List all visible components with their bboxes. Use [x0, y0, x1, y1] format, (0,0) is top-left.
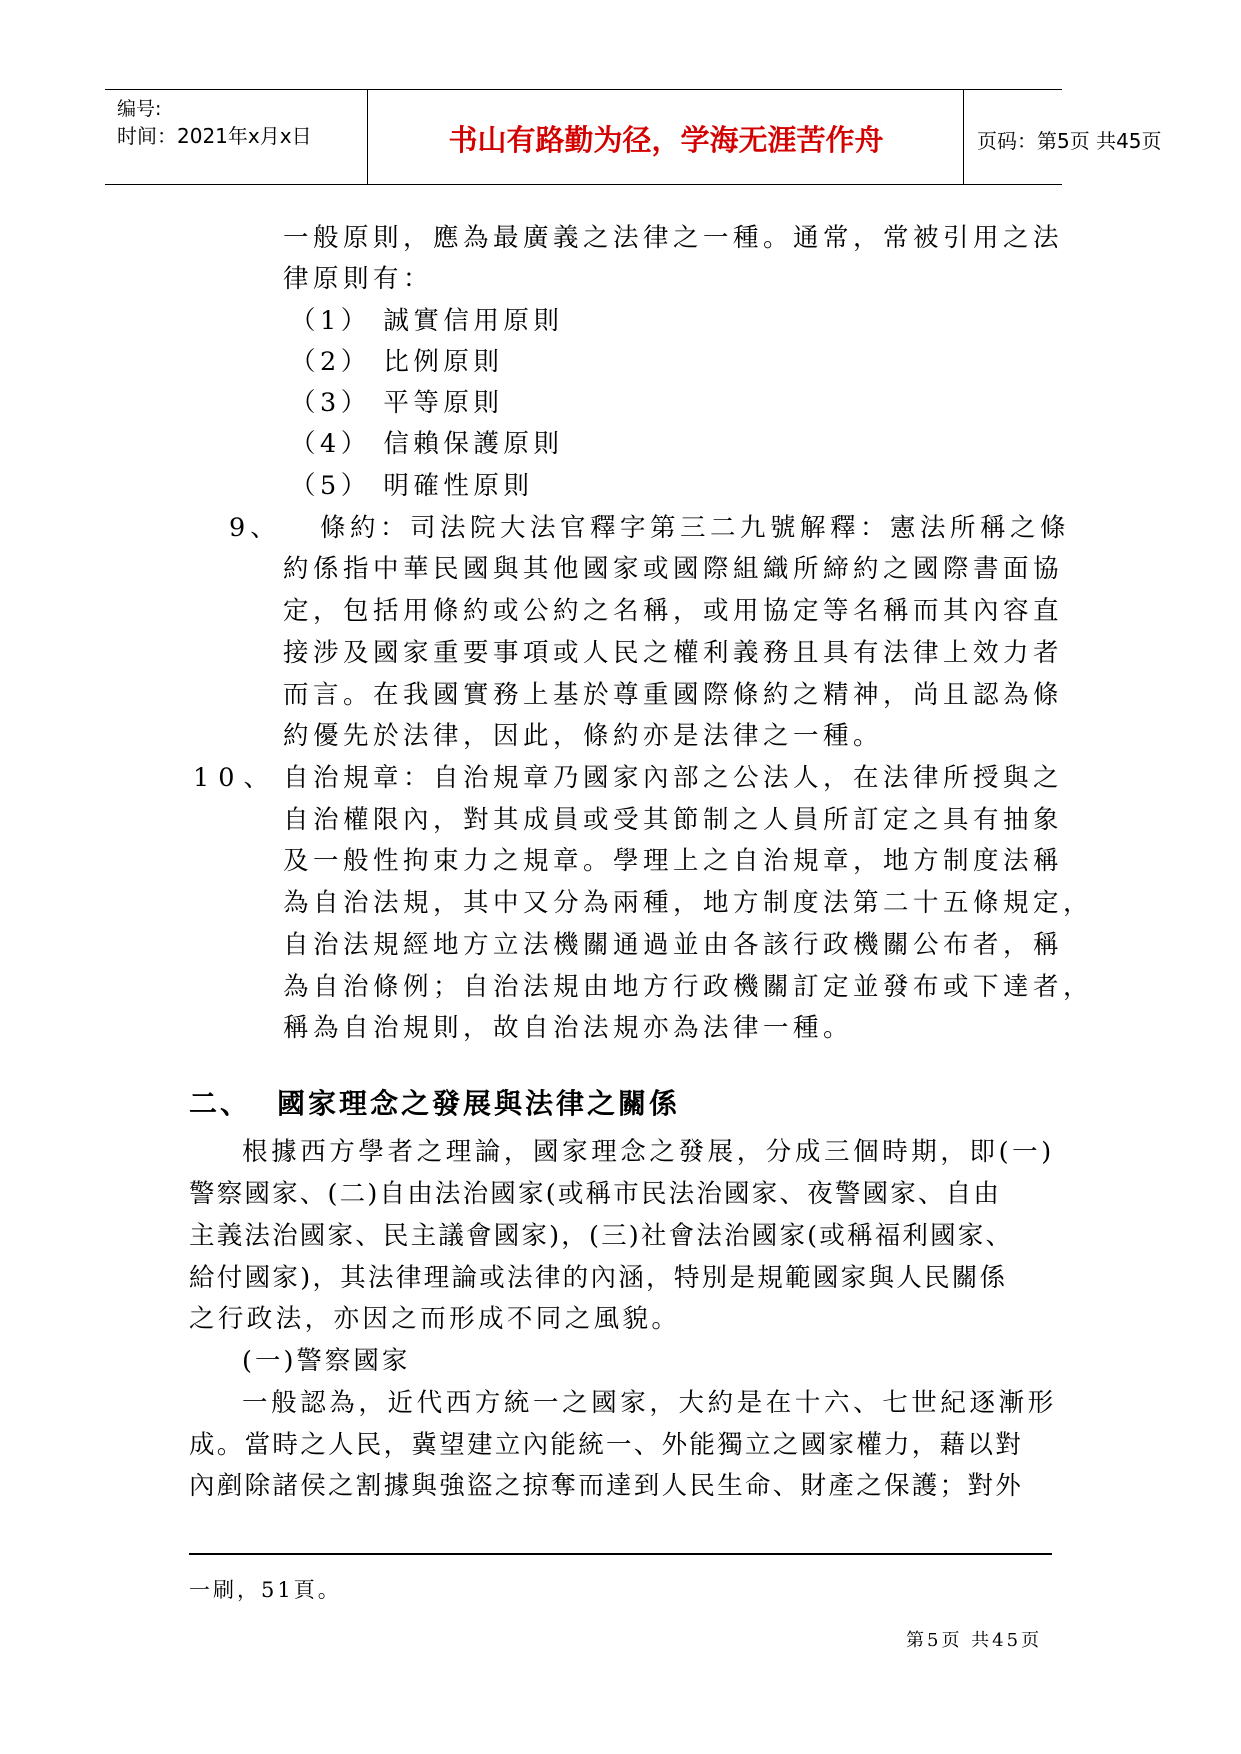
paragraph-1-line: 給付國家)，其法律理論或法律的內涵，特別是規範國家與人民關係	[189, 1263, 1008, 1293]
paragraph-1-line: 警察國家、(二)自由法治國家(或稱市民法治國家、夜警國家、自由	[189, 1179, 1002, 1209]
principle-item: （2） 比例原則	[290, 347, 504, 377]
paragraph-2-line: 一般認為，近代西方統一之國家，大約是在十六、七世紀逐漸形	[242, 1388, 1057, 1418]
header-page-cell	[965, 90, 1162, 184]
number-label: 编号:	[117, 98, 162, 120]
footnote-divider	[189, 1553, 1052, 1555]
item-9-line: 接涉及國家重要事項或人民之權利義務且具有法律上效力者	[283, 638, 1064, 668]
item-9-number: 9、	[229, 513, 281, 543]
header-info-cell	[105, 90, 368, 184]
header-page-number: 页码：第5页 共45页	[977, 129, 1162, 153]
item-10-number: 10、	[193, 763, 278, 793]
paragraph-1-line: 之行政法，亦因之而形成不同之風貌。	[189, 1304, 681, 1334]
item-10-line: 及一般性拘束力之規章。學理上之自治規章，地方制度法稱	[283, 846, 1064, 876]
item-9-line: 約優先於法律，因此，條約亦是法律之一種。	[283, 721, 884, 751]
subheading: (一)警察國家	[242, 1346, 411, 1376]
principle-item: （1） 誠實信用原則	[290, 306, 564, 336]
paragraph-2-line: 成。當時之人民，冀望建立內能統一、外能獨立之國家權力，藉以對	[189, 1430, 1024, 1460]
paragraph-2-line: 內剷除諸侯之割據與強盜之掠奪而達到人民生命、財產之保護；對外	[189, 1471, 1024, 1501]
paragraph-1-line: 根據西方學者之理論，國家理念之發展，分成三個時期，即(一)	[242, 1137, 1055, 1167]
principle-item: （4） 信賴保護原則	[290, 429, 564, 459]
intro-line-2: 律原則有：	[283, 264, 434, 294]
header-motto: 书山有路勤为径，学海无涯苦作舟	[448, 123, 884, 157]
page-header	[105, 89, 1162, 185]
section-number: 二、	[189, 1087, 252, 1120]
page-footer: 第5页 共45页	[906, 1630, 1043, 1651]
section-title: 國家理念之發展與法律之關係	[277, 1087, 681, 1120]
item-9-line: 而言。在我國實務上基於尊重國際條約之精神，尚且認為條	[283, 680, 1064, 710]
item-10-line: 為自治法規，其中又分為兩種，地方制度法第二十五條規定，	[283, 888, 1094, 918]
item-10-line: 自治權限內，對其成員或受其節制之人員所訂定之具有抽象	[283, 805, 1064, 835]
header-motto-cell	[369, 90, 964, 184]
item-10-line: 稱為自治規則，故自治法規亦為法律一種。	[283, 1013, 854, 1043]
principle-item: （5） 明確性原則	[290, 471, 534, 501]
footnote: 一刷，51頁。	[189, 1578, 342, 1602]
paragraph-1-line: 主義法治國家、民主議會國家)，(三)社會法治國家(或稱福利國家、	[189, 1221, 1014, 1251]
header-time: 时间：2021年x月x日	[117, 124, 312, 148]
item-10-line: 自治規章：自治規章乃國家內部之公法人，在法律所授與之	[283, 763, 1064, 793]
item-10-line: 為自治條例；自治法規由地方行政機關訂定並發布或下達者，	[283, 972, 1094, 1002]
item-9-line: 條約：司法院大法官釋字第三二九號解釋：憲法所稱之條	[320, 513, 1071, 543]
item-10-line: 自治法規經地方立法機關通過並由各該行政機關公布者，稱	[283, 930, 1064, 960]
intro-line-1: 一般原則，應為最廣義之法律之一種。通常，常被引用之法	[283, 223, 1064, 253]
item-9-line: 約係指中華民國與其他國家或國際組織所締約之國際書面協	[283, 554, 1064, 584]
principle-item: （3） 平等原則	[290, 388, 504, 418]
item-9-line: 定，包括用條約或公約之名稱，或用協定等名稱而其內容直	[283, 596, 1064, 626]
section-heading	[189, 1082, 680, 1122]
